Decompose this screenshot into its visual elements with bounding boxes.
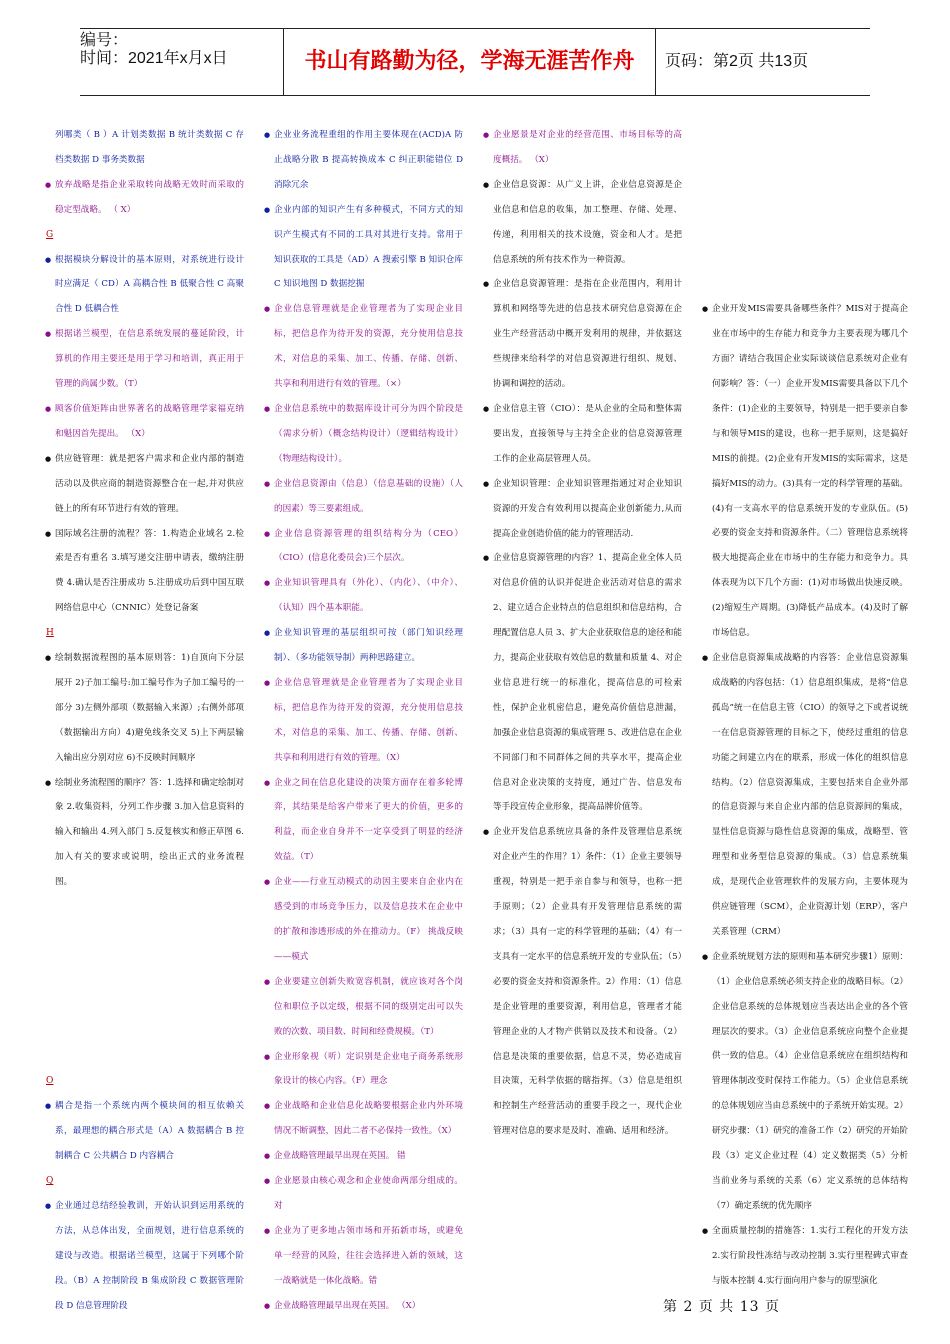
list-item: ● 企业愿景由核心观念和企业使命两部分组成的。对 xyxy=(265,1169,463,1219)
list-item: ● 全面质量控制的措施答：1.实行工程化的开发方法 2.实行阶段性冻结与改动控制 3.实行里程碑式审查与版本控制 4.实行面向用户参与的原型演化 xyxy=(703,1219,908,1294)
column-1 xyxy=(46,123,244,1318)
list-item: ● 企业——行业互动模式的动因主要来自企业内在感受到的市场竞争压力，以及信息技术在企业中的扩散和渗透形成的外在推动力。（F） 挑战反映——模式 xyxy=(265,870,463,970)
list-item: 列哪类（ B ）A 计划类数据 B 统计类数据 C 存档类数据 D 事务类数据 xyxy=(55,130,244,165)
header-meta xyxy=(80,29,283,98)
list-item: ● 企业信息资源管理的组织结构分为（CEO）（CIO）(信息化委员会)三个层次。 xyxy=(265,522,463,572)
column-2 xyxy=(265,123,463,1319)
list-item: ● 企业开发信息系统应具备的条件及管理信息系统对企业产生的作用？1）条件：（1）企业主要领导重视，特别是一把手亲自参与和领导，也称一把手原则；（2）企业具有开发管理信息系统的需求；（3）具有一定的科学管理的基础；（4）有一支具有一定水平的信息系统开发的专业队伍；（5）必要的资金支持和资源条件。2）作用：（1）信息是企业管理的重要资源，利用信息，管理者才能管理企业的人才物产供销以及技术和设备。（2）信息是决策的重要依据，信息不灵，势必造成盲目决策，无科学依据的瞎指挥。（3）信息是组织和控制生产经营活动的重要手段之一，现代企业管理对信息的要求是及时、准确、适用和经济。 xyxy=(484,820,682,1144)
list-item: ● 顾客价值矩阵由世界著名的战略管理学家福克纳和魁因首先提出。 （X） xyxy=(46,397,244,447)
list-item: ● 企业信息管理就是企业管理者为了实现企业目标，把信息作为待开发的资源，充分使用信息技术，对信息的采集、加工、传播、存储、创新、共享和利用进行有效的管理。（X） xyxy=(265,671,463,771)
list-item: ● 放弃战略是指企业采取转向战略无效时而采取的稳定型战略。 （ X） xyxy=(46,173,244,223)
list-item: ● 企业通过总结经验教训，开始认识到运用系统的方法，从总体出发，全面规划，进行信息系统的建设与改造。根据诺兰模型，这属于下列哪个阶段。（B）A 控制阶段 B 集成阶段 C 数据管理阶段 D 信息管理阶段 xyxy=(46,1194,244,1319)
list-item: ● 企业信息资源管理：是指在企业范围内，利用计算机和网络等先进的信息技术研究信息资源在企业生产经营活动中概开发利用的规律，并依据这些规律来给科学的对信息资源进行组织、规划、协调和调控的活动。 xyxy=(484,272,682,397)
list-item: ● 企业战略管理最早出现在英国。 （X） xyxy=(265,1294,463,1319)
header-motto: 书山有路勤为径，学海无涯苦作舟 xyxy=(283,29,656,95)
page-footer: 第 2 页 共 13 页 xyxy=(663,1299,780,1315)
list-item: ● 企业愿景是对企业的经营范围、市场目标等的高度概括。 （X） xyxy=(484,123,682,173)
list-item: ● 企业知识管理：企业知识管理指通过对企业知识资源的开发合有效利用以提高企业创新能力,从而提高企业创造价值的能力的管理活动. xyxy=(484,472,682,547)
list-item: ● 企业信息主管（CIO）：是从企业的全局和整体需要出发，直接领导与主持全企业的信息资源管理工作的企业高层管理人员。 xyxy=(484,397,682,472)
list-item: ● 企业内部的知识产生有多种模式，不同方式的知识产生模式有不同的工具对其进行支持。常用于知识获取的工具是（AD）A 搜索引擎 B 知识仓库 C 知识地图 D 数据挖掘 xyxy=(265,198,463,298)
list-item: ● 企业要建立创新失败宽容机制，就应该对各个岗位和职位予以定级，根据不同的级别定出可以失败的次数、项目数、时间和经费规模。（T） xyxy=(265,970,463,1045)
list-item: ● 企业知识管理的基层组织可按（部门知识经理制）、（多功能领导制）两种思路建立。 xyxy=(265,621,463,671)
list-item: ● 企业战略和企业信息化战略要根据企业内外环境情况不断调整，因此二者不必保持一致性。（X） xyxy=(265,1094,463,1144)
list-item: ● 企业开发MIS需要具备哪些条件？MIS对于提高企业在市场中的生存能力和竞争力主要表现为哪几个方面？请结合我国企业实际谈谈信息系统对企业有何影响？答：（一）企业开发MIS需要具备以下几个条件：(1)企业的主要领导，特别是一把手要亲自参与和领导MIS的建设，也称一把手原则，这是搞好MIS的前提。(2)企业有开发MIS的实际需求，这是搞好MIS的动力。(3)具有一定的科学管理的基础。(4)有一支高水平的信息系统开发的专业队伍。(5)必要的资金支持和资源条件。（二）管理信息系统将极大地提高企业在市场中的生存能力和竞争力。具体表现为以下几个方面：(1)对市场做出快速反映。(2)缩短生产周期。(3)降低产品成本。(4)及时了解市场信息。 xyxy=(703,297,908,646)
column-3 xyxy=(484,123,682,1144)
list-item: ● 绘制数据流程图的基本原则答：1)自顶向下分层展开 2)子加工编号:加工编号作为子加工编号的一部分 3)左侧外部项（数据输入来源）;右侧外部项（数据输出方向）4)避免线条交叉 5)上下两层输入输出应分别对应 6)不反映时间顺序 xyxy=(46,646,244,771)
list-item: ● 根据模块分解设计的基本原则，对系统进行设计时应满足（ CD）A 高耦合性 B 低聚合性 C 高聚合性 D 低耦合性 xyxy=(46,248,244,323)
column-4 xyxy=(703,123,908,1294)
list-item: ● 企业信息系统中的数据库设计可分为四个阶段是（需求分析）（概念结构设计）（逻辑结构设计）（物理结构设计）。 xyxy=(265,397,463,472)
list-item: ● 企业信息资源：从广义上讲，企业信息资源是企业信息和信息的收集，加工整理、存储、处理、传递，利用相关的技术设施，资金和人才。是把信息系统的所有技术作为一种资源。 xyxy=(484,173,682,273)
section-letter: Q xyxy=(46,1176,54,1187)
list-item: ● 企业信息资源由（信息）（信息基础的设施）（人的因素）等三要素组成。 xyxy=(265,472,463,522)
list-item: ● 绘制业务流程图的顺序？答：1.选择和确定绘制对象 2.收集资料，分列工作步骤 3.加入信息资料的输入和输出 4.列入部门 5.反复核实和修正草图 6.加入有关的要求或说明，绘出正式的业务流程图。 xyxy=(46,771,244,896)
list-item: ● 企业知识管理具有（外化）、（内化）、（中介）、（认知）四个基本职能。 xyxy=(265,571,463,621)
section-letter: G xyxy=(46,229,54,240)
list-item: ● 企业信息资源管理的内容？1、提高企业全体人员对信息价值的认识并促进企业活动对信息的需求 2、建立适合企业特点的信息组织和信息结构，合理配置信息人员 3、扩大企业获取信息的途径和能力，提高企业获取有效信息的数量和质量 4、对企业信息进行统一的标准化，提高信息的可检索性，保护企业机密信息，避免高价值信息泄漏，加强企业信息资源的集成管理 5、改进信息在企业不同部门和不同群体之间的共享水平，提高企业信息对企业决策的支持度，通过广告、信息发布等手段宣传企业形象，提高品牌价值等。 xyxy=(484,546,682,820)
list-item: ● 企业信息管理就是企业管理者为了实现企业目标，把信息作为待开发的资源，充分使用信息技术，对信息的采集、加工、传播、存储、创新、共享和利用进行有效的管理。（×） xyxy=(265,297,463,397)
section-letter: O xyxy=(46,1076,54,1087)
blank-space xyxy=(46,895,244,1069)
list-item: ● 企业形象视（听）定识别是企业电子商务系统形象设计的核心内容。（F）理念 xyxy=(265,1045,463,1095)
number-label: 编号： xyxy=(80,32,129,49)
list-item: ● 企业业务流程重组的作用主要体现在(ACD)A 防止战略分散 B 提高转换成本 C 纠正职能错位 D 消除冗余 xyxy=(265,123,463,198)
time-label: 时间：2021年x月x日 xyxy=(80,50,228,67)
list-item: ● 企业为了更多地占领市场和开拓新市场，或避免单一经营的风险，往往会选择进入新的领域，这一战略就是一体化战略。错 xyxy=(265,1219,463,1294)
list-item: ● 企业战略管理最早出现在英国。 错 xyxy=(265,1144,463,1169)
header-page-label: 页码：第2页 共13页 xyxy=(665,53,809,70)
list-item: ● 根据诺兰模型，在信息系统发展的蔓延阶段，计算机的作用主要还是用于学习和培训，真正用于管理的尚属少数。（T） xyxy=(46,322,244,397)
list-item: ● 企业之间在信息化建设的决策方面存在着多轮博弈，其结果是给客户带来了更大的价值，更多的利益，而企业自身并不一定享受到了明显的经济效益。（T） xyxy=(265,771,463,871)
list-item: ● 供应链管理：就是把客户需求和企业内部的制造活动以及供应商的制造资源整合在一起,并对供应链上的所有环节进行有效的管理。 xyxy=(46,447,244,522)
list-item: ● 企业系统规划方法的原则和基本研究步骤1）原则：（1）企业信息系统必须支持企业的战略目标。（2）企业信息系统的总体规划应当表达出企业的各个管理层次的要求。（3）企业信息系统应向整个企业提供一致的信息。（4）企业信息系统应在组织结构和管理体制改变时保持工作能力。（5）企业信息系统的总体规划应当由总系统中的子系统开始实现。2）研究步骤：（1）研究的准备工作（2）研究的开始阶段（3）定义企业过程（4）定义数据类（5）分析当前业务与系统的关系（6）定义系统的总体结构（7）确定系统的优先顺序 xyxy=(703,945,908,1219)
list-item: ● 国际域名注册的流程？答：1.构造企业域名 2.检索是否有重名 3.填写递交注册申请表，缴纳注册费 4.确认是否注册成功 5.注册成功后到中国互联网络信息中心（CNNIC）处登记备案 xyxy=(46,522,244,622)
page-header xyxy=(80,28,870,96)
list-item: ● 企业信息资源集成战略的内容答：企业信息资源集成战略的内容包括：（1）信息组织集成，是将“信息孤岛”统一在信息主管（CIO）的领导之下或者说统一在信息资源管理的目标之下，使经过重组的信息功能之间建立内在的联系，形成一体化的组织信息结构。（2）信息资源集成，主要包括来自企业外部的信息资源与来自企业内部的信息资源间的集成，显性信息资源与隐性信息资源的集成，战略型、管理型和业务型信息资源的集成。（3）信息系统集成，是现代企业管理软件的发展方向，主要体现为供应链管理（SCM），企业资源计划（ERP），客户关系管理（CRM） xyxy=(703,646,908,945)
list-item: ● 耦合是指一个系统内两个模块间的相互依赖关系，最理想的耦合形式是（A）A 数据耦合 B 控制耦合 C 公共耦合 D 内容耦合 xyxy=(46,1094,244,1169)
section-letter: H xyxy=(46,628,54,639)
blank-space xyxy=(703,123,908,297)
